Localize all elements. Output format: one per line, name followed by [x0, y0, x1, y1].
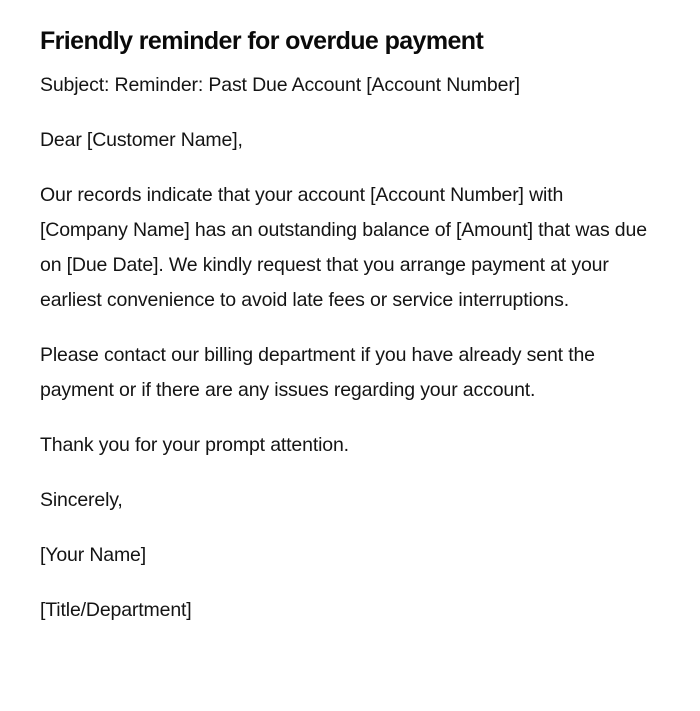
- greeting: Dear [Customer Name],: [40, 129, 243, 151]
- signature-title: [Title/Department]: [40, 599, 192, 621]
- body-paragraph-contact-billing: Please contact our billing department if you have already sent the payment or if there are any issues regarding your account.: [40, 344, 595, 401]
- body-paragraph-thanks: Thank you for your prompt attention.: [40, 434, 349, 456]
- subject-line: Subject: Reminder: Past Due Account [Account Number]: [40, 74, 520, 96]
- body-paragraph-account-balance: Our records indicate that your account [Account Number] with [Company Name] has an outstanding balance of [Amount] that was due on [Due Date]. We kindly request that you arrange payment at your earliest convenience to avoid late fees or service interruptions.: [40, 184, 647, 311]
- closing: Sincerely,: [40, 489, 123, 511]
- document-title: Friendly reminder for overdue payment: [40, 27, 484, 55]
- signature-name: [Your Name]: [40, 544, 147, 566]
